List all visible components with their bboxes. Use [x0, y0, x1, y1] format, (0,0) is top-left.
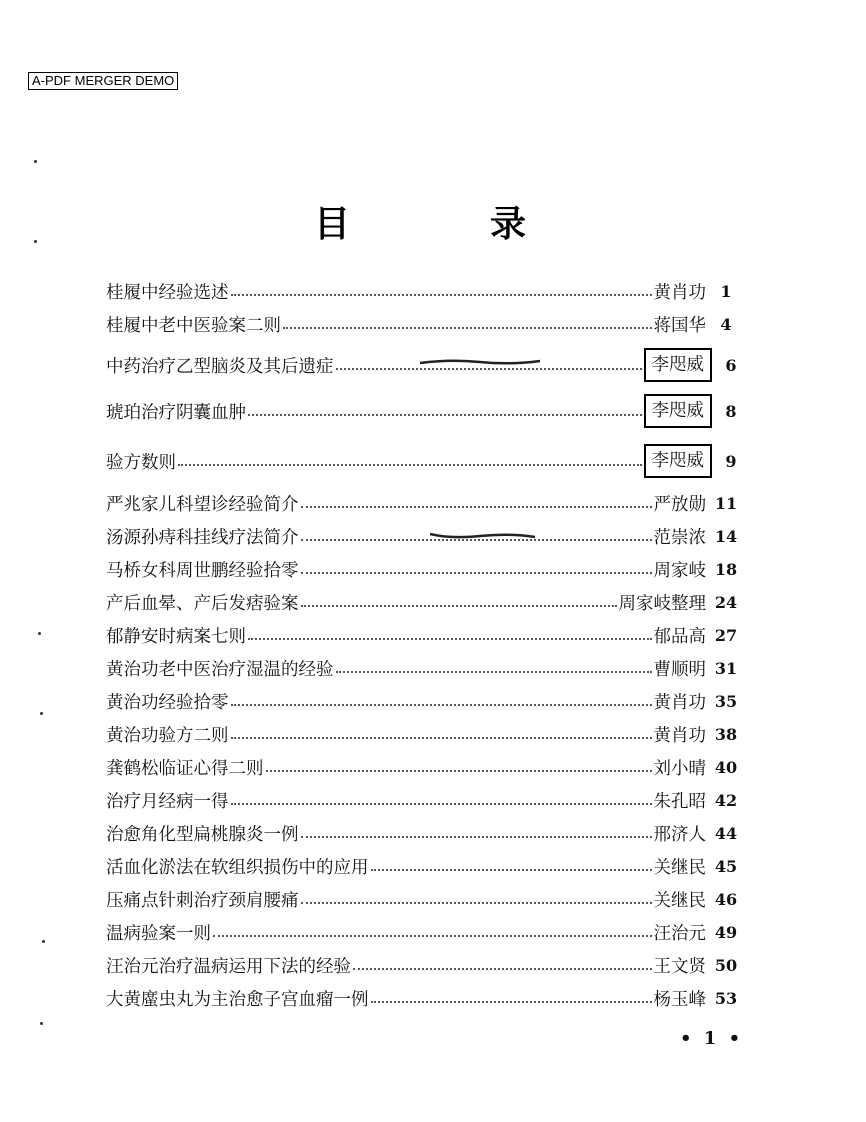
title-char-2: 录 — [490, 204, 527, 245]
entry-author: 汪治元 — [653, 923, 706, 944]
toc-entry[interactable] — [106, 589, 746, 615]
toc-entry[interactable] — [106, 688, 746, 714]
entry-title: 验方数则 — [106, 452, 176, 473]
toc-entry[interactable] — [106, 985, 746, 1011]
toc-entry[interactable] — [106, 448, 746, 474]
entry-title: 大黄䗪虫丸为主治愈子宫血瘤一例 — [106, 989, 369, 1010]
title-char-1: 目 — [314, 204, 351, 245]
entry-author: 朱孔昭 — [653, 791, 706, 812]
entry-author: 关继民 — [653, 890, 706, 911]
entry-author: 周家岐 — [653, 560, 706, 581]
entry-author: 郁品高 — [653, 626, 706, 647]
entry-title: 温病验案一则 — [106, 923, 211, 944]
toc-entry[interactable] — [106, 278, 746, 304]
entry-author: 王文贤 — [653, 956, 706, 977]
entry-title: 黄治功验方二则 — [106, 725, 229, 746]
entry-page-number: 45 — [714, 856, 738, 876]
toc-entry[interactable] — [106, 352, 746, 378]
entry-title: 活血化淤法在软组织损伤中的应用 — [106, 857, 369, 878]
dot-leader — [213, 935, 652, 937]
entry-author: 刘小晴 — [653, 758, 706, 779]
entry-title: 郁静安时病案七则 — [106, 626, 246, 647]
entry-title: 治疗月经病一得 — [106, 791, 229, 812]
entry-page-number: 6 — [725, 355, 737, 375]
page-number-footer: • 1 • — [680, 1028, 744, 1049]
toc-entry[interactable] — [106, 853, 746, 879]
entry-title: 马桥女科周世鹏经验拾零 — [106, 560, 299, 581]
entry-page-number: 44 — [714, 823, 738, 843]
dot-leader — [301, 572, 652, 574]
entry-page-number: 49 — [714, 922, 738, 942]
entry-page-number: 18 — [714, 559, 738, 579]
entry-title: 汤源孙痔科挂线疗法简介 — [106, 527, 299, 548]
entry-title: 黄治功老中医治疗湿温的经验 — [106, 659, 334, 680]
dot-leader — [371, 869, 652, 871]
dot-leader — [283, 327, 652, 329]
pdf-merger-watermark: A-PDF MERGER DEMO — [28, 72, 178, 90]
entry-page-number: 14 — [714, 526, 738, 546]
dot-leader — [266, 770, 652, 772]
entry-author: 曹顺明 — [653, 659, 706, 680]
toc-entry[interactable] — [106, 721, 746, 747]
entry-page-number: 40 — [714, 757, 738, 777]
entry-author: 周家岐整理 — [618, 593, 706, 614]
dot-leader — [301, 539, 652, 541]
entry-page-number: 8 — [725, 401, 737, 421]
entry-author: 杨玉峰 — [653, 989, 706, 1010]
dot-leader — [301, 902, 652, 904]
entry-page-number: 1 — [720, 281, 732, 301]
entry-author: 关继民 — [653, 857, 706, 878]
toc-entry[interactable] — [106, 919, 746, 945]
entry-page-number: 42 — [714, 790, 738, 810]
entry-page-number: 9 — [725, 451, 737, 471]
entry-author: 黄肖功 — [653, 725, 706, 746]
entry-page-number: 38 — [714, 724, 738, 744]
entry-page-number: 53 — [714, 988, 738, 1008]
entry-title: 桂履中经验选述 — [106, 282, 229, 303]
entry-title: 汪治元治疗温病运用下法的经验 — [106, 956, 351, 977]
dot-leader — [301, 605, 617, 607]
entry-author: 黄肖功 — [653, 692, 706, 713]
entry-title: 严兆家儿科望诊经验简介 — [106, 494, 299, 515]
dot-leader — [353, 968, 652, 970]
entry-title: 中药治疗乙型脑炎及其后遗症 — [106, 356, 334, 377]
entry-title: 压痛点针刺治疗颈肩腰痛 — [106, 890, 299, 911]
entry-author-boxed: 李咫威 — [644, 394, 713, 428]
entry-page-number: 4 — [720, 314, 732, 334]
dot-leader — [231, 294, 652, 296]
toc-entry[interactable] — [106, 556, 746, 582]
dot-leader — [231, 803, 652, 805]
entry-author: 范崇浓 — [653, 527, 706, 548]
entry-title: 黄治功经验拾零 — [106, 692, 229, 713]
toc-entry[interactable] — [106, 311, 746, 337]
toc-entry[interactable] — [106, 398, 746, 424]
dot-leader — [231, 704, 652, 706]
entry-author-boxed: 李咫威 — [644, 444, 713, 478]
toc-entry[interactable] — [106, 886, 746, 912]
dot-leader — [336, 671, 652, 673]
toc-entry[interactable] — [106, 820, 746, 846]
toc-entry[interactable] — [106, 754, 746, 780]
toc-entry[interactable] — [106, 655, 746, 681]
entry-title: 桂履中老中医验案二则 — [106, 315, 281, 336]
dot-leader — [231, 737, 652, 739]
entry-author: 邢济人 — [653, 824, 706, 845]
toc-entry[interactable] — [106, 523, 746, 549]
entry-page-number: 24 — [714, 592, 738, 612]
toc-entry[interactable] — [106, 952, 746, 978]
entry-title: 龚鹤松临证心得二则 — [106, 758, 264, 779]
entry-title: 治愈角化型扁桃腺炎一例 — [106, 824, 299, 845]
entry-author: 严放勋 — [653, 494, 706, 515]
entry-page-number: 11 — [714, 493, 738, 513]
dot-leader — [371, 1001, 652, 1003]
entry-title: 琥珀治疗阴囊血肿 — [106, 402, 246, 423]
entry-page-number: 46 — [714, 889, 738, 909]
dot-leader — [248, 414, 642, 416]
entry-author: 蒋国华 — [653, 315, 706, 336]
dot-leader — [248, 638, 652, 640]
entry-page-number: 35 — [714, 691, 738, 711]
toc-entry[interactable] — [106, 787, 746, 813]
dot-leader — [336, 368, 642, 370]
dot-leader — [301, 506, 652, 508]
dot-leader — [178, 464, 642, 466]
entry-title: 产后血晕、产后发痞验案 — [106, 593, 299, 614]
entry-author-boxed: 李咫威 — [644, 348, 713, 382]
toc-entry[interactable] — [106, 622, 746, 648]
entry-page-number: 50 — [714, 955, 738, 975]
entry-page-number: 27 — [714, 625, 738, 645]
entry-page-number: 31 — [714, 658, 738, 678]
dot-leader — [301, 836, 652, 838]
entry-author: 黄肖功 — [653, 282, 706, 303]
toc-entry[interactable] — [106, 490, 746, 516]
